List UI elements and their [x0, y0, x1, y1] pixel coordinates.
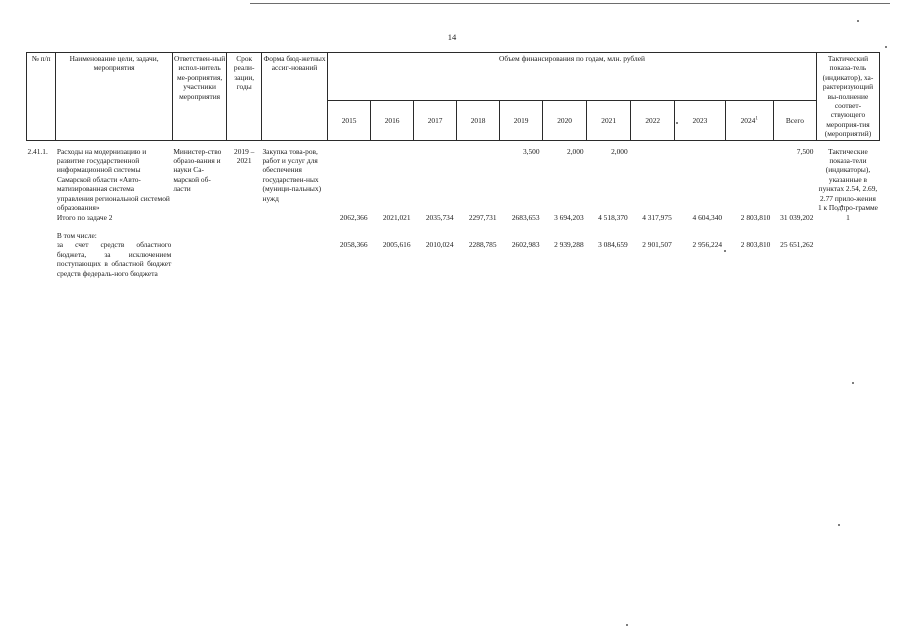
header-funding: Объем финансирования по годам, млн. рублей [328, 53, 817, 101]
regional-2017: 2010,024 [425, 240, 454, 250]
including-label: В том числе: [56, 230, 97, 240]
header-year-2020: 2020 [543, 101, 587, 140]
item-value-2017 [414, 140, 457, 212]
regional-2022: 2 901,507 [642, 240, 672, 250]
item-value-2019: 3,500 [522, 146, 540, 156]
subtotal-2022: 4 317,975 [642, 212, 672, 222]
item-number: 2.41.1. [27, 146, 48, 156]
regional-2020: 2 939,288 [554, 240, 584, 250]
regional-2018: 2288,785 [468, 240, 497, 250]
header-year-2022: 2022 [631, 101, 675, 140]
subtotal-2023: 4 604,340 [692, 212, 723, 222]
item-total: 7,500 [796, 146, 814, 156]
empty-cell [172, 222, 879, 240]
regional-2024: 2 803,810 [740, 240, 771, 250]
year-2024-label: 2024 [740, 115, 756, 125]
header-year-2021: 2021 [587, 101, 631, 140]
subtotal-2018: 2297,731 [468, 212, 497, 222]
regional-2019: 2602,983 [511, 240, 540, 250]
header-responsible: Ответствен-ный испол-нитель ме-роприятия, участники мероприятия [172, 53, 227, 141]
header-indicator: Тактический показа-тель (индикатор), ха-рактеризующий вы-полнение соответ-ствующего мероприя-тия (мероприятий) [816, 53, 879, 141]
empty-cell [261, 213, 327, 222]
header-year-2017: 2017 [414, 101, 457, 140]
regional-total: 25 651,262 [780, 240, 814, 250]
empty-cell [27, 240, 56, 278]
item-value-2024 [725, 140, 773, 212]
item-value-2022 [631, 140, 675, 212]
header-name: Наименование цели, задачи, мероприятия [56, 53, 172, 141]
item-value-2018 [457, 140, 500, 212]
subtotal-2020: 3 694,203 [554, 212, 584, 222]
item-value-2020: 2,000 [567, 146, 584, 156]
item-value-2016 [371, 140, 414, 212]
scan-speck [885, 46, 887, 48]
item-value-2015 [328, 140, 371, 212]
item-value-2021: 2,000 [611, 146, 628, 156]
subtotal-total: 31 039,202 [780, 212, 814, 222]
table-row-regional [27, 240, 880, 278]
subtotal-2021: 4 518,370 [598, 212, 628, 222]
subtotal-label: Итого по задаче 2 [56, 212, 113, 222]
item-name: Расходы на модернизацию и развитие государственной информационной системы Самарской области «Авто-матизированная система управления региональной системой образования» [56, 146, 170, 213]
item-value-2023 [675, 140, 725, 212]
financing-table [26, 52, 880, 278]
header-year-2015: 2015 [328, 101, 371, 140]
header-num: № п/п [27, 53, 56, 141]
table-row-subtotal [27, 213, 880, 222]
regional-2015: 2058,366 [339, 240, 368, 250]
subtotal-2019: 2683,653 [511, 212, 540, 222]
header-total: Всего [773, 101, 816, 140]
regional-2016: 2005,616 [382, 240, 411, 250]
regional-2023: 2 956,224 [692, 240, 723, 250]
header-year-2019: 2019 [500, 101, 543, 140]
table-row-item [27, 140, 880, 212]
empty-cell [172, 213, 227, 222]
header-year-2023: 2023 [675, 101, 725, 140]
header-year-2016: 2016 [371, 101, 414, 140]
subtotal-2017: 2035,734 [425, 212, 454, 222]
empty-cell [27, 213, 56, 222]
header-form: Форма бюд-жетных ассиг-нований [261, 53, 327, 141]
header-year-2024 [725, 101, 773, 140]
subtotal-2016: 2021,021 [382, 212, 411, 222]
empty-cell [227, 240, 262, 278]
header-row-main [27, 53, 880, 101]
item-form: Закупка това-ров, работ и услуг для обеспечения государствен-ных (муници-пальных) нужд [262, 146, 322, 203]
header-term: Срок реали-зации, годы [227, 53, 262, 141]
scan-speck [838, 524, 840, 526]
item-responsible: Министер-ство образо-вания и науки Са-марской об-ласти [173, 146, 222, 194]
empty-cell [172, 240, 227, 278]
footnote-mark: 1 [755, 116, 758, 122]
regional-2021: 3 084,659 [598, 240, 628, 250]
subtotal-2015: 2062,366 [339, 212, 368, 222]
subtotal-2024: 2 803,810 [740, 212, 771, 222]
scan-speck [626, 624, 628, 626]
item-indicator: Тактические показа-тели (индикаторы), указанные в пунктах 2.54, 2.69, 2.77 прило-жения 1 к Подпро-грамме 1 [817, 146, 878, 222]
scan-speck [857, 20, 859, 22]
page-number: 14 [447, 32, 457, 42]
header-year-2018: 2018 [457, 101, 500, 140]
top-border-line [250, 3, 890, 4]
regional-label: за счет средств областного бюджета, за исключением поступающих в областной бюджет средств федераль-ного бюджета [56, 240, 172, 278]
scan-speck [852, 382, 854, 384]
table-row-including [27, 222, 880, 240]
empty-cell [27, 222, 56, 240]
empty-cell [227, 213, 262, 222]
item-term: 2019 – 2021 [234, 146, 255, 166]
empty-cell [261, 240, 327, 278]
empty-cell [816, 240, 879, 278]
